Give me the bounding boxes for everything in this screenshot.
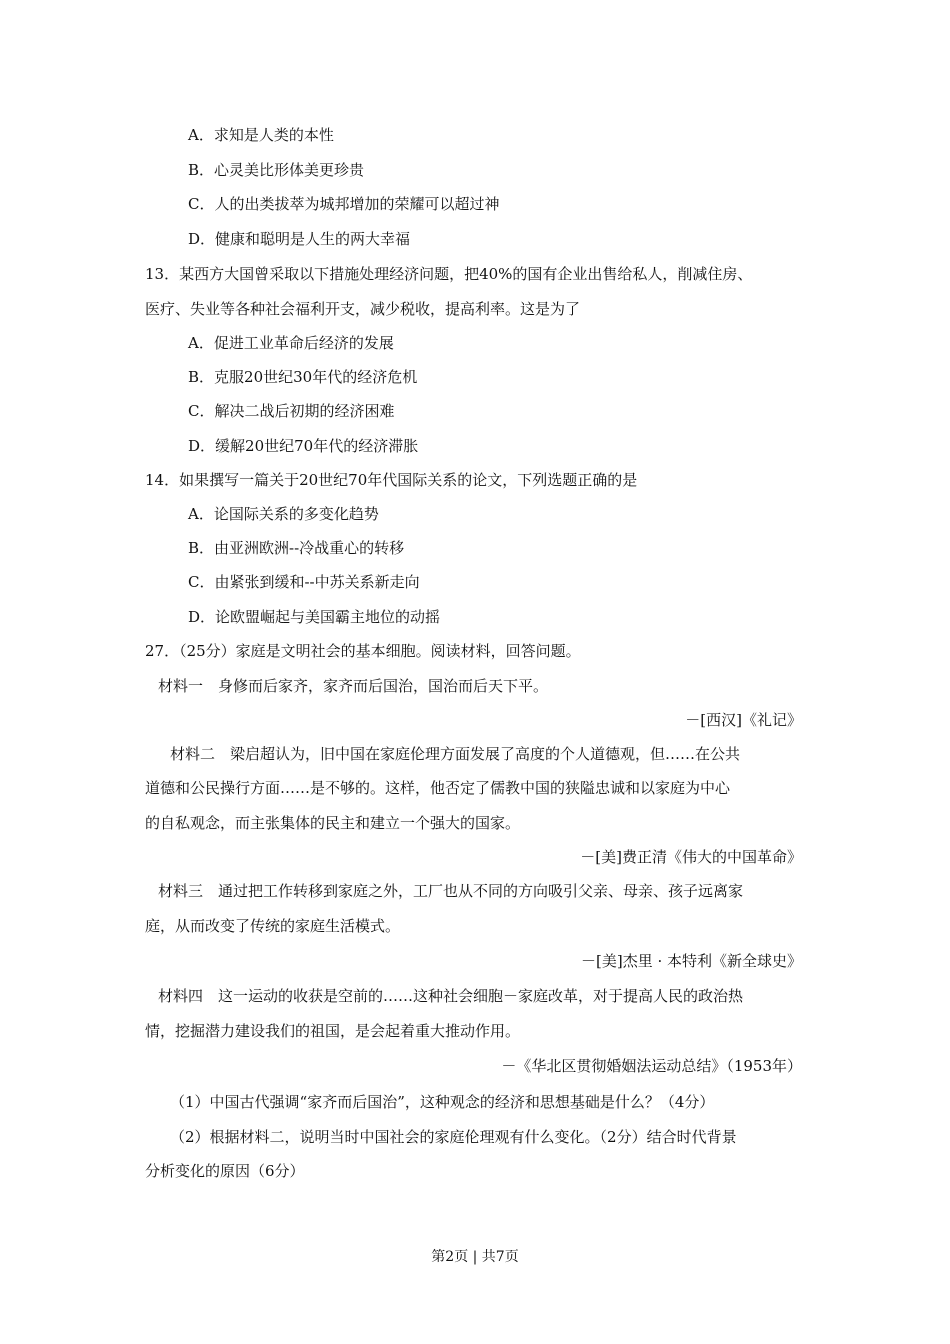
q14-option-c: C．由紧张到缓和--中苏关系新走向 (188, 573, 420, 591)
q14-option-b: B．由亚洲欧洲--冷战重心的转移 (188, 539, 405, 557)
q13-option-d: D．缓解20世纪70年代的经济滞胀 (188, 437, 419, 455)
q27-sub-question-2-line1: （2）根据材料二，说明当时中国社会的家庭伦理观有什么变化。（2分）结合时代背景 (170, 1128, 737, 1146)
material-2-line2: 道德和公民操行方面……是不够的。这样，他否定了儒教中国的狭隘忠诚和以家庭为中心 (145, 779, 731, 797)
page-footer: 第2页 | 共7页 (431, 1249, 519, 1265)
q14-option-a: A．论国际关系的多变化趋势 (188, 505, 379, 523)
q27-stem: 27．（25分）家庭是文明社会的基本细胞。阅读材料，回答问题。 (145, 642, 581, 660)
material-2-source: －[美]费正清《伟大的中国革命》 (580, 848, 802, 866)
q13-stem-line2: 医疗、失业等各种社会福利开支，减少税收，提高利率。这是为了 (145, 300, 581, 318)
q12-option-c: C．人的出类拔萃为城邦增加的荣耀可以超过神 (188, 195, 500, 213)
q13-option-a: A．促进工业革命后经济的发展 (188, 334, 394, 352)
q13-option-c: C．解决二战后初期的经济困难 (188, 402, 395, 420)
q14-option-d: D．论欧盟崛起与美国霸主地位的动摇 (188, 608, 441, 626)
material-3-source: －[美]杰里 · 本特利《新全球史》 (580, 952, 802, 970)
material-2-line3: 的自私观念，而主张集体的民主和建立一个强大的国家。 (145, 814, 521, 832)
q13-stem-line1: 13．某西方大国曾采取以下措施处理经济问题，把40%的国有企业出售给私人，削减住房、 (145, 265, 753, 283)
material-1-text: 材料一 身修而后家齐，家齐而后国治，国治而后天下平。 (158, 677, 549, 695)
material-3-line1: 材料三 通过把工作转移到家庭之外，工厂也从不同的方向吸引父亲、母亲、孩子远离家 (158, 882, 744, 900)
q27-sub-question-1: （1）中国古代强调“家齐而后国治”，这种观念的经济和思想基础是什么？（4分） (170, 1093, 715, 1111)
material-4-line1: 材料四 这一运动的收获是空前的……这种社会细胞－家庭改革，对于提高人民的政治热 (158, 987, 744, 1005)
material-1-source: －[西汉]《礼记》 (685, 711, 802, 729)
material-3-line2: 庭，从而改变了传统的家庭生活模式。 (145, 917, 401, 935)
material-4-line2: 情，挖掘潜力建设我们的祖国，是会起着重大推动作用。 (145, 1022, 521, 1040)
material-4-source: －《华北区贯彻婚姻法运动总结》（1953年） (501, 1057, 802, 1075)
q12-option-b: B．心灵美比形体美更珍贵 (188, 161, 365, 179)
q12-option-a: A．求知是人类的本性 (188, 126, 334, 144)
q13-option-b: B．克服20世纪30年代的经济危机 (188, 368, 418, 386)
material-2-line1: 材料二 梁启超认为，旧中国在家庭伦理方面发展了高度的个人道德观，但……在公共 (170, 745, 741, 763)
q27-sub-question-2-line2: 分析变化的原因（6分） (145, 1162, 305, 1180)
q12-option-d: D．健康和聪明是人生的两大幸福 (188, 230, 411, 248)
q14-stem: 14．如果撰写一篇关于20世纪70年代国际关系的论文，下列选题正确的是 (145, 471, 638, 489)
